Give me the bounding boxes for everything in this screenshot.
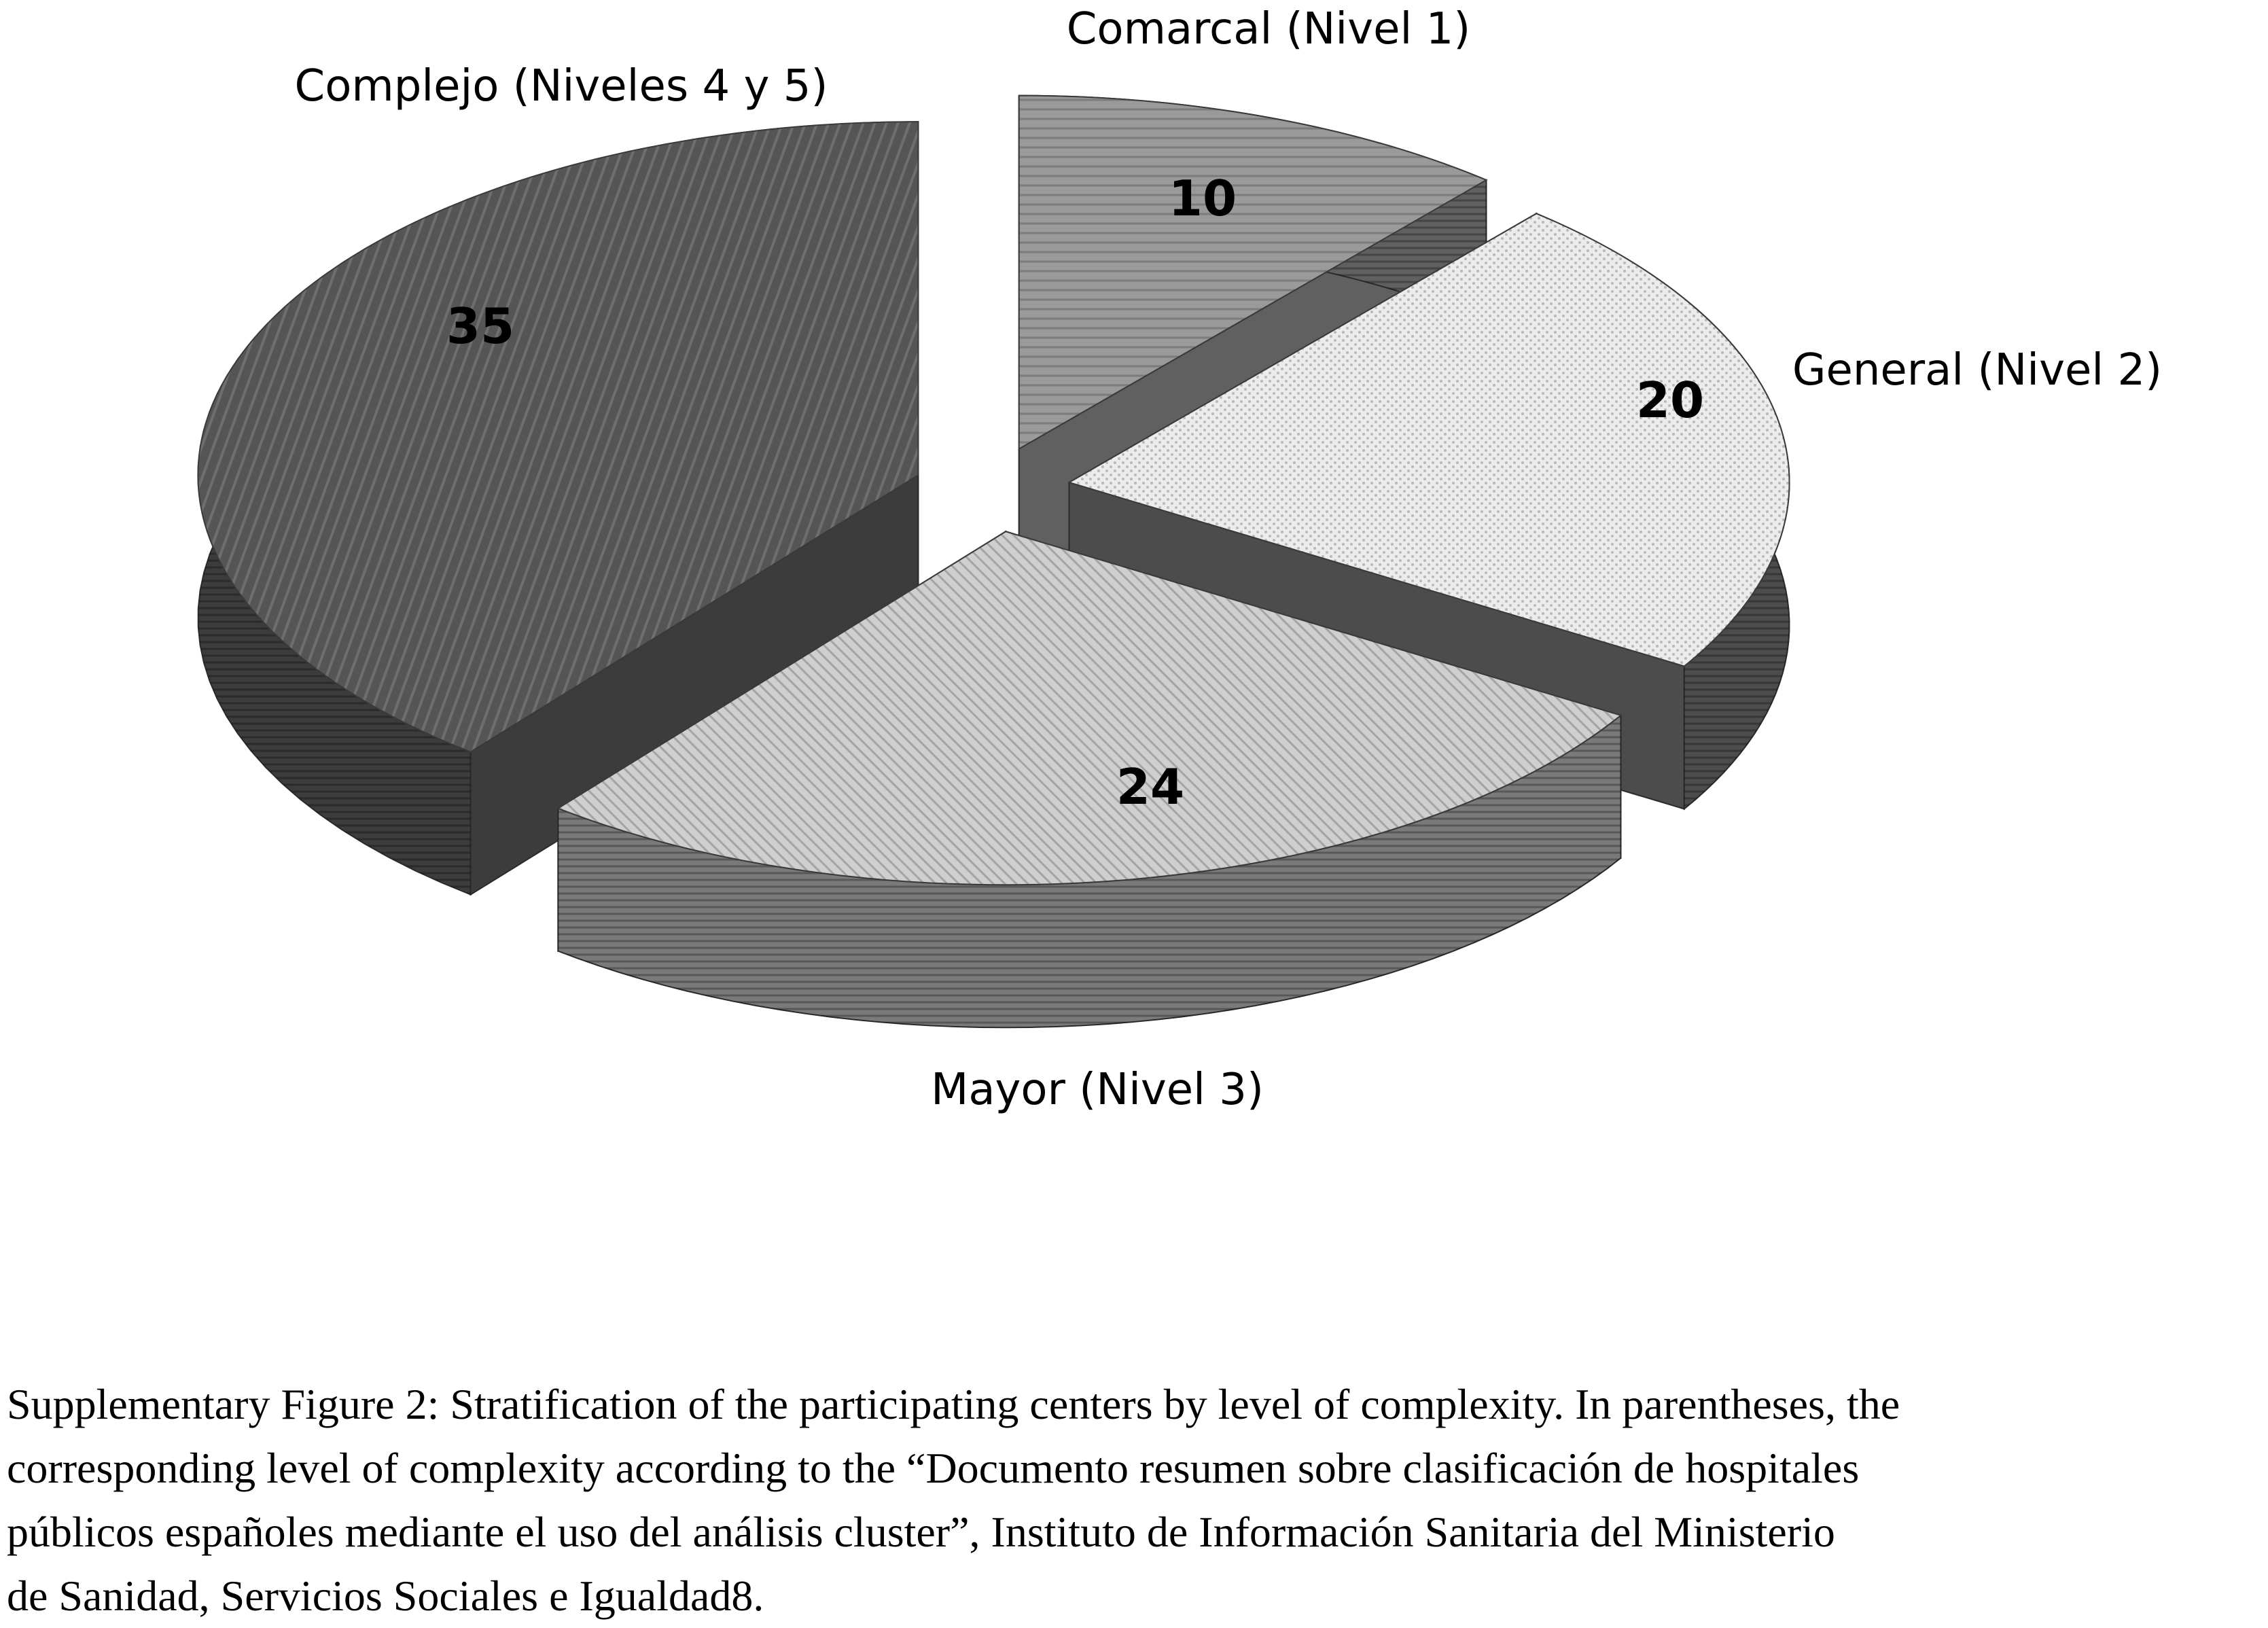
figure-caption [7, 1373, 2261, 1628]
value-label-complejo: 35 [446, 298, 515, 355]
value-label-comarcal: 10 [1168, 170, 1237, 227]
value-label-mayor: 24 [1116, 758, 1185, 815]
category-label-complejo: Complejo (Niveles 4 y 5) [294, 61, 828, 111]
category-label-general: General (Nivel 2) [1792, 345, 2163, 395]
category-label-mayor: Mayor (Nivel 3) [931, 1065, 1264, 1115]
caption-line: públicos españoles mediante el uso del análisis cluster”, Instituto de Información Sanitaria del Ministerio [7, 1508, 1835, 1556]
caption-line: corresponding level of complexity according to the “Documento resumen sobre clasificación de hospitales [7, 1444, 1860, 1492]
category-label-comarcal: Comarcal (Nivel 1) [1066, 4, 1471, 54]
value-label-general: 20 [1635, 372, 1705, 429]
caption-line: de Sanidad, Servicios Sociales e Igualdad8. [7, 1572, 764, 1620]
slices-layer [198, 96, 1789, 1028]
caption-line: Supplementary Figure 2: Stratification of the participating centers by level of complexity. In parentheses, the [7, 1380, 1900, 1428]
